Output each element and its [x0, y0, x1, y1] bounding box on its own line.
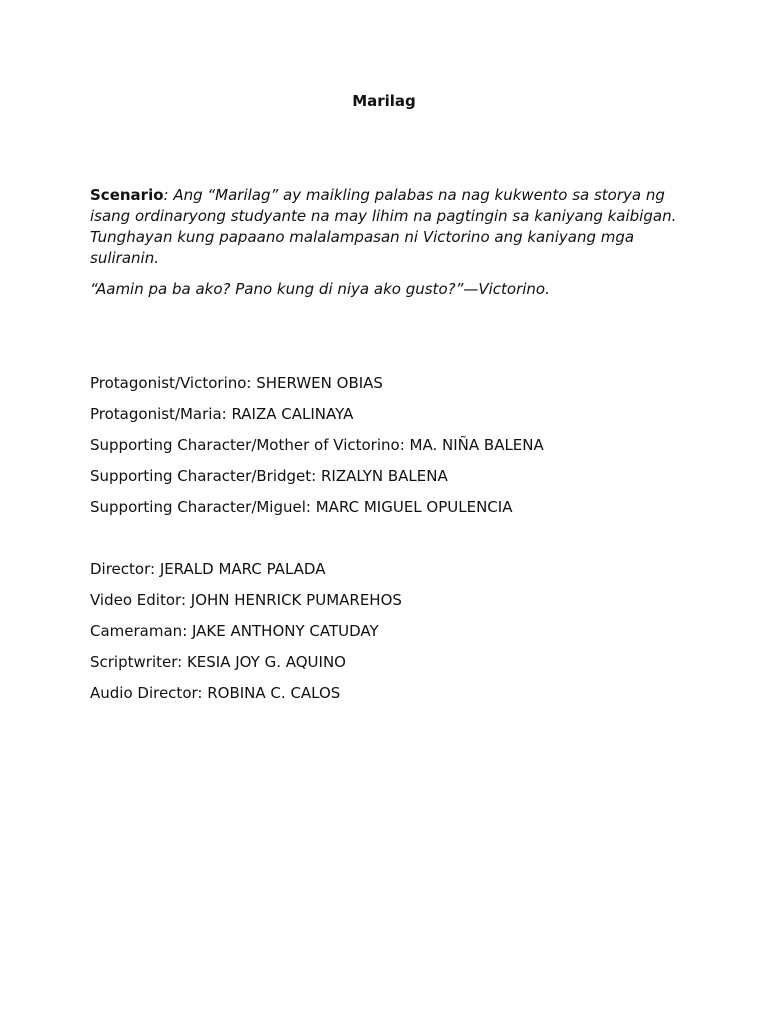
crew-role: Audio Director [90, 684, 198, 702]
scenario-text: : Ang “Marilag” ay maikling palabas na nag kukwento sa storya ng isang ordinaryong studyante na may lihim na pagtingin sa kaniyang kaibigan. Tunghayan kung papaano malalampasan ni Victorino ang kaniyang mga suliranin. [90, 186, 677, 267]
cast-list [90, 373, 690, 528]
crew-name: ROBINA C. CALOS [207, 684, 341, 702]
crew-item: Cameraman: JAKE ANTHONY CATUDAY [90, 622, 379, 640]
cast-item: Supporting Character/Bridget: RIZALYN BALENA [90, 467, 448, 485]
crew-item: Scriptwriter: KESIA JOY G. AQUINO [90, 653, 346, 671]
crew-name: JAKE ANTHONY CATUDAY [192, 622, 379, 640]
crew-role: Director [90, 560, 150, 578]
scenario-paragraph [90, 185, 680, 269]
cast-item: Protagonist/Maria: RAIZA CALINAYA [90, 405, 354, 423]
crew-name: JERALD MARC PALADA [159, 560, 326, 578]
cast-name: MARC MIGUEL OPULENCIA [315, 498, 513, 516]
crew-role: Video Editor [90, 591, 181, 609]
cast-name: MA. NIÑA BALENA [409, 436, 544, 454]
crew-item: Director: JERALD MARC PALADA [90, 560, 326, 578]
cast-item: Supporting Character/Mother of Victorino: MA. NIÑA BALENA [90, 436, 544, 454]
cast-role: Supporting Character/Bridget [90, 467, 312, 485]
crew-item: Video Editor: JOHN HENRICK PUMAREHOS [90, 591, 402, 609]
cast-name: RAIZA CALINAYA [231, 405, 354, 423]
cast-item: Supporting Character/Miguel: MARC MIGUEL OPULENCIA [90, 498, 513, 516]
cast-role: Supporting Character/Mother of Victorino [90, 436, 400, 454]
cast-role: Protagonist/Maria [90, 405, 222, 423]
crew-role: Cameraman [90, 622, 183, 640]
cast-name: SHERWEN OBIAS [256, 374, 383, 392]
scenario-label: Scenario [90, 186, 164, 204]
document-title: Marilag [352, 92, 416, 110]
cast-name: RIZALYN BALENA [320, 467, 448, 485]
crew-name: KESIA JOY G. AQUINO [186, 653, 346, 671]
cast-role: Supporting Character/Miguel [90, 498, 306, 516]
crew-item: Audio Director: ROBINA C. CALOS [90, 684, 341, 702]
victorino-quote: “Aamin pa ba ako? Pano kung di niya ako gusto?”—Victorino. [90, 280, 550, 298]
crew-list [90, 559, 690, 714]
cast-item: Protagonist/Victorino: SHERWEN OBIAS [90, 374, 383, 392]
crew-name: JOHN HENRICK PUMAREHOS [190, 591, 402, 609]
cast-role: Protagonist/Victorino [90, 374, 247, 392]
crew-role: Scriptwriter [90, 653, 178, 671]
